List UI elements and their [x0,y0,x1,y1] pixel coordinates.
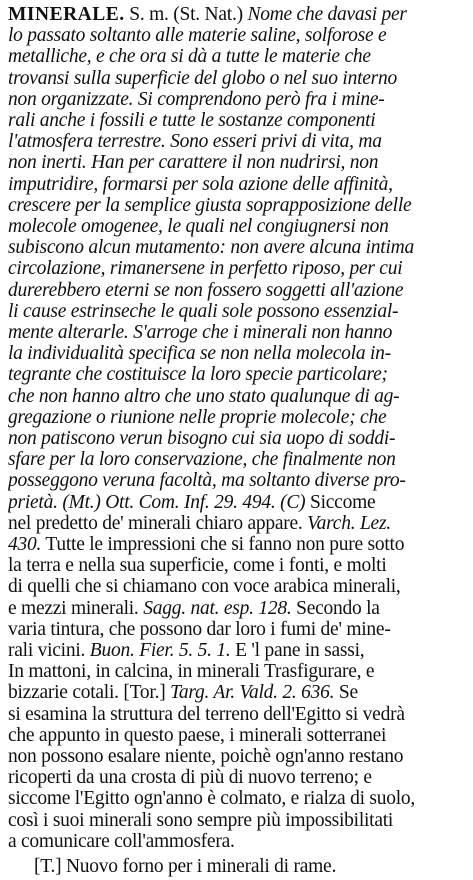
entry-text: In mattoni, in calcina, in minerali Trasfigurare, e [8,661,375,683]
entry-text: a comunicare coll'ammosfera. [8,830,235,852]
entry-text: così i suoi minerali sono sempre più impossibilitati [8,809,394,831]
entry-text: ricoperti da una crosta di più di nuovo terreno; e [8,767,372,789]
entry-text: 430. [8,534,42,555]
entry-text: molecole omogenee, le quali nel congiugnersi non [8,216,389,237]
entry-text: gregazione o riunione nelle proprie molecole; che [8,406,387,428]
entry-text: non patiscono verun bisogno cui sia uopo di soddi- [8,428,396,449]
headword: MINERALE. [8,4,125,25]
entry-text: non inerti. Han per carattere il non nudrirsi, non [8,152,379,174]
entry-text: rali vicini. [8,640,90,661]
entry-text: varia tintura, che possono dar loro i fumi de' mine- [8,618,391,640]
entry-text: Siccome [305,491,376,513]
entry-text: Buon. Fier. 5. 5. 1. [89,640,231,661]
entry-line [8,829,466,855]
entry-text: Secondo la [291,597,380,619]
entry-text: [T.] Nuovo forno per i minerali di rame. [34,856,337,877]
entry-line [34,854,473,880]
entry-text: Se [334,682,358,704]
entry-text: nel predetto de' minerali chiaro appare. [8,512,308,534]
entry-text: si esamina la struttura del terreno dell'Egitto si vedrà [8,703,405,725]
entry-text: prietà. (Mt.) Ott. Com. Inf. 29. 494. (C) [8,491,306,513]
entry-text: tegrante che costituisce la loro specie particolare; [8,364,388,386]
entry-text: sfare per la loro conservazione, che finalmente non [8,449,396,471]
entry-text: mente alterarle. S'arroge che i minerali non hanno [8,322,393,343]
entry-text: posseggono veruna facoltà, ma soltanto diverse pro- [8,470,406,492]
entry-text: la terra e nella sua superficie, come i fonti, e molti [8,555,387,577]
entry-text: lo passato soltanto alle materie saline, solforose e [8,25,387,47]
entry-text: Nome che davasi per [247,4,407,25]
entry-text: Varch. Lez. [307,512,391,534]
entry-text: l'atmosfera terrestre. Sono esseri privi di vita, ma [8,131,382,153]
entry-text: durerebbero eterni se non fossero soggetti all'azione [8,279,404,301]
entry-text: che non hanno altro che uno stato qualunque di ag- [8,385,400,407]
entry-text: Sagg. nat. esp. 128. [143,597,292,619]
entry-text: trovansi sulla superficie del globo o nel suo interno [8,67,397,89]
entry-text: rali anche i fossili e tutte le sostanze componenti [8,110,376,131]
entry-text: E 'l pane in sassi, [230,640,365,661]
entry-text: di quelli che si chiamano con voce arabica minerali, [8,576,401,598]
entry-text: subiscono alcun mutamento: non avere alcuna intima [8,237,414,259]
entry-text: che appunto in questo paese, i minerali sotterranei [8,724,387,746]
entry-text: non possono esalare niente, poichè ogn'anno restano [8,746,404,767]
entry-text: circolazione, rimanersene in perfetto riposo, per cui [8,258,403,280]
entry-text: siccome l'Egitto ogn'anno è colmato, e rialza di suolo, [8,788,415,810]
entry-text: non organizzate. Si comprendono però fra i mine- [8,88,385,110]
entry-text: li cause estrinseche le quali sole possono essenzial- [8,300,399,322]
entry-text: Targ. Ar. Vald. 2. 636. [170,682,335,704]
entry-text: crescere per la semplice giusta soprapposizione delle [8,194,412,216]
entry-text: bizzarie cotali. [Tor.] [8,682,171,704]
entry-text: imputridire, formarsi per sola azione delle affinità, [8,173,393,195]
entry-text: e mezzi minerali. [8,597,144,619]
entry-text: Tutte le impressioni che si fanno non pure sotto [41,534,405,555]
entry-text: S. m. (St. Nat.) [124,4,248,25]
entry-text: la individualità specifica se non nella molecola in- [8,343,391,365]
entry-text: metalliche, e che ora si dà a tutte le materie che [8,46,371,68]
